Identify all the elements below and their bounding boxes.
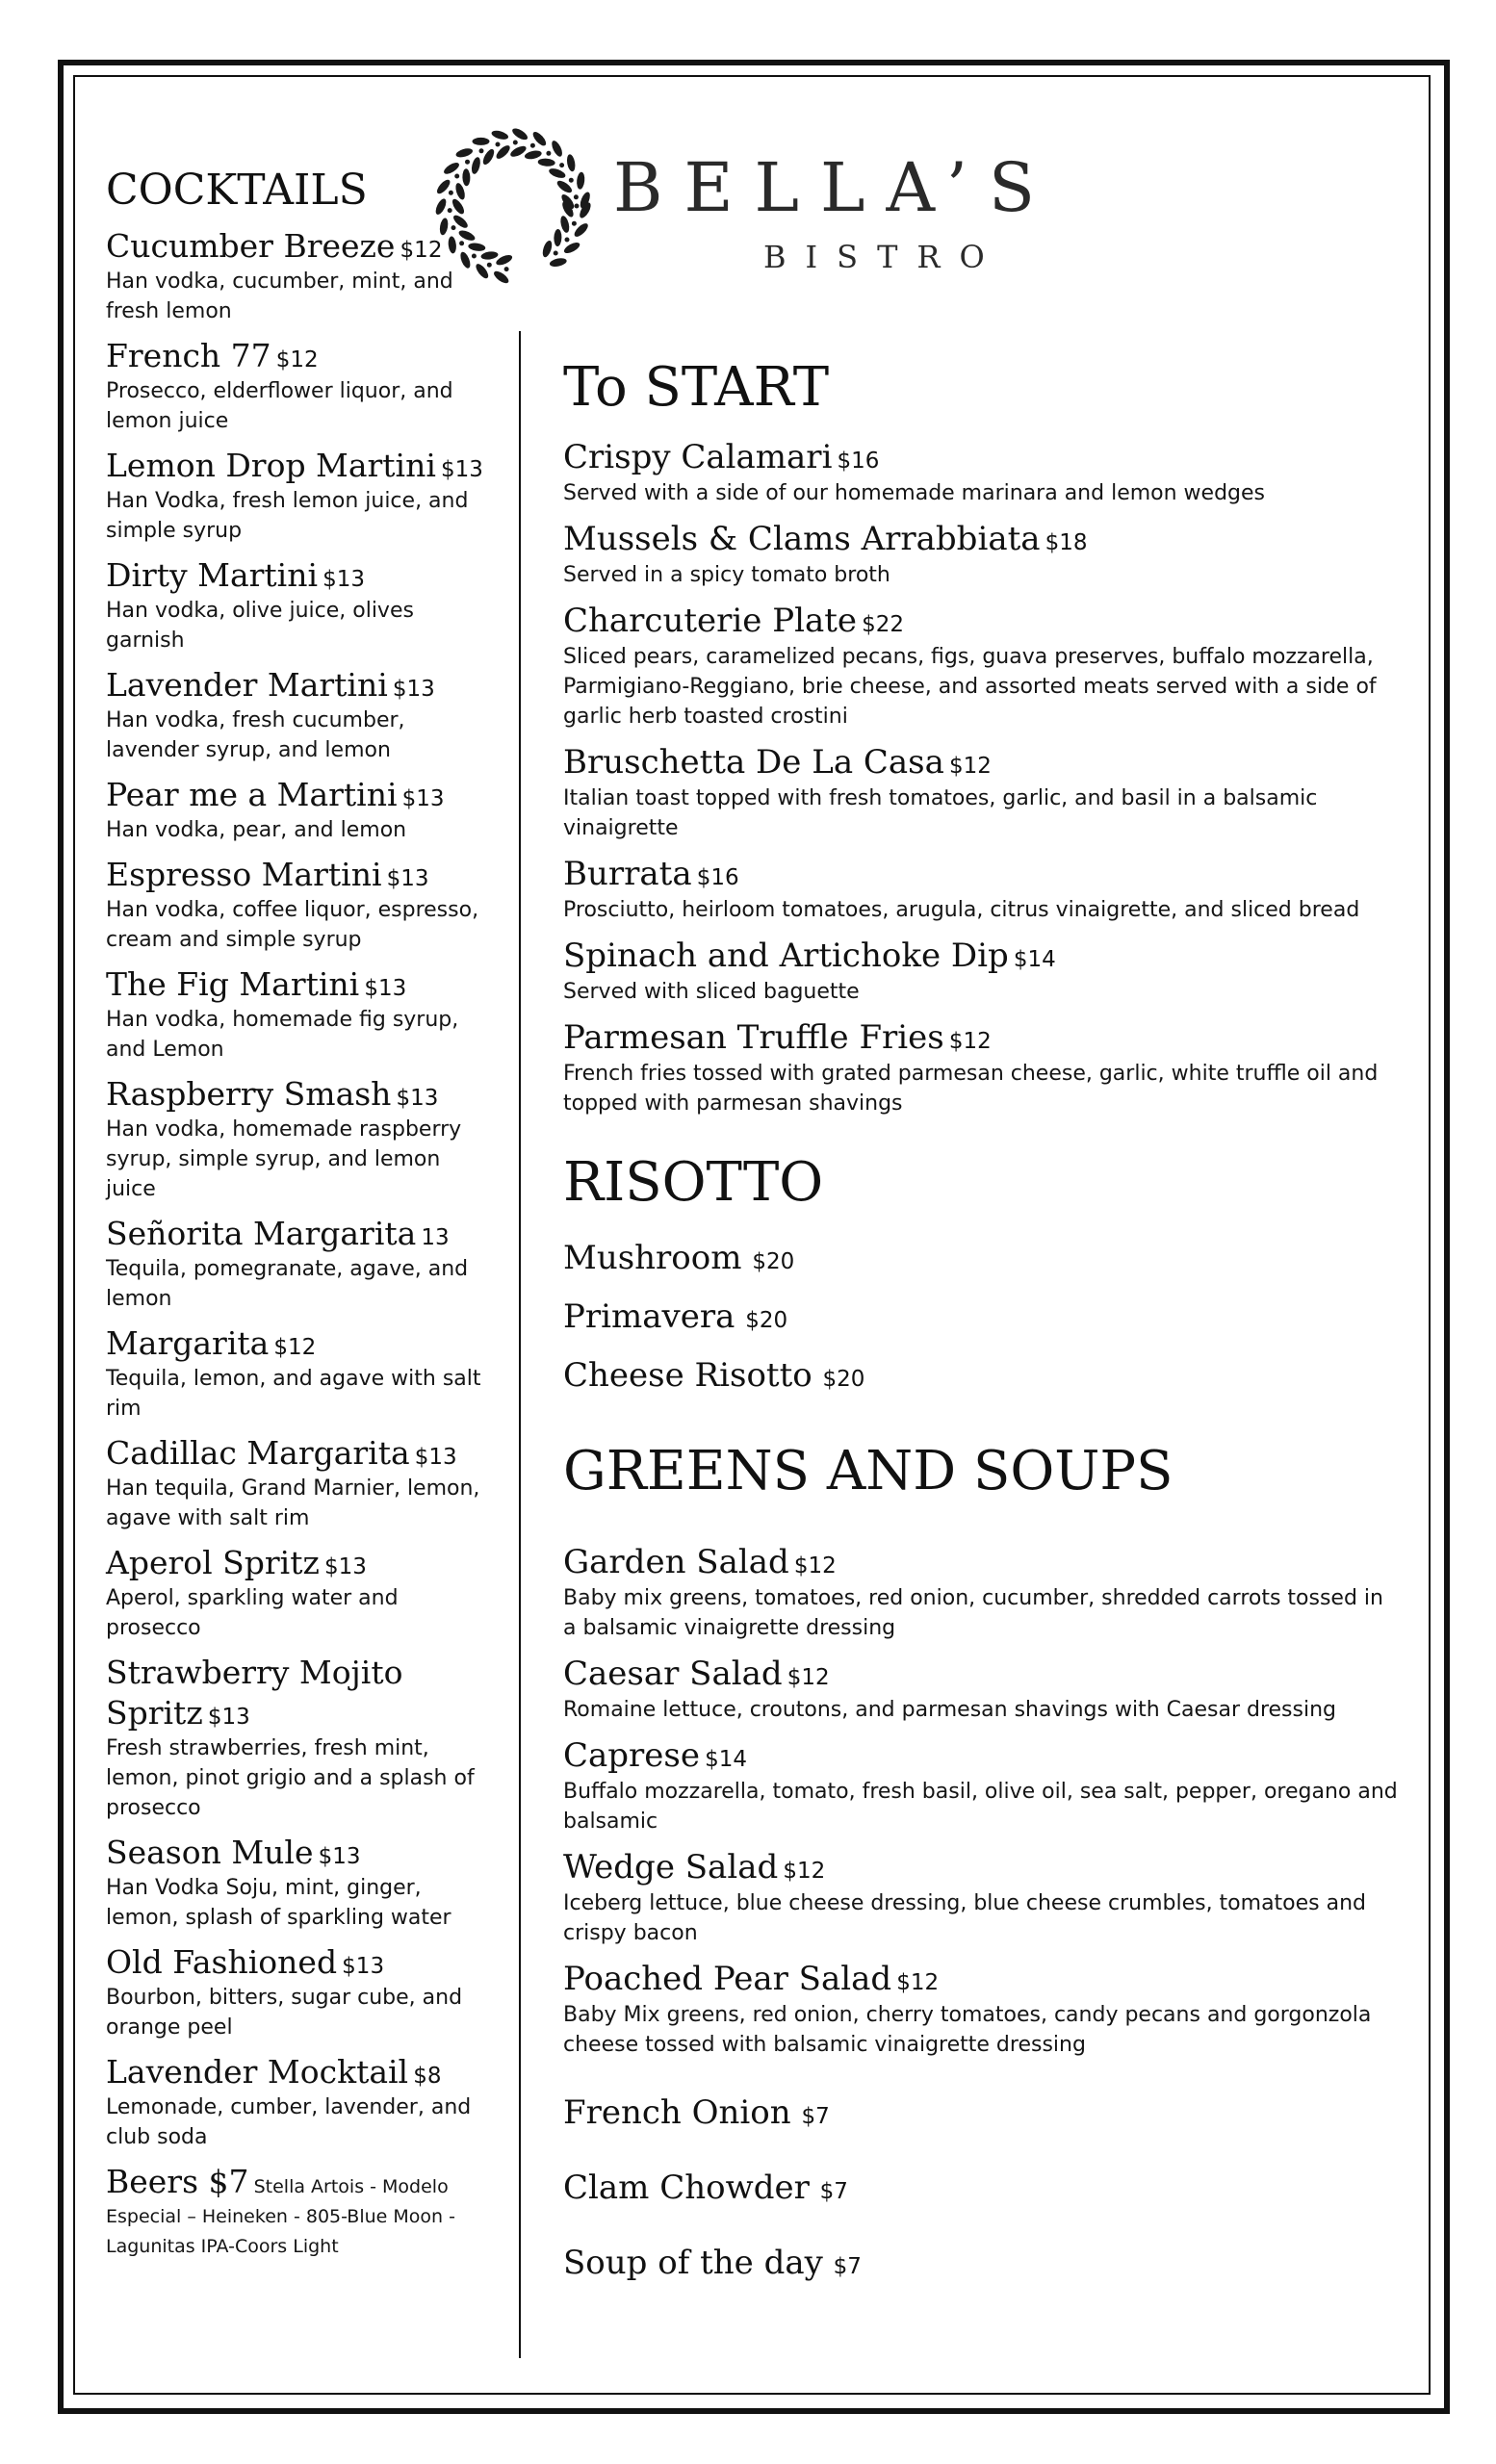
item-price: $12 <box>275 347 319 372</box>
item-description: Italian toast topped with fresh tomatoes, garlic, and basil in a balsamic vinaigrette <box>563 786 1318 840</box>
wreath-leaf <box>554 229 562 246</box>
list-item <box>563 518 1401 590</box>
item-description: Baby Mix greens, red onion, cherry tomatoes, candy pecans and gorgonzola cheese tossed with balsamic vinaigrette dressing <box>563 2003 1372 2057</box>
item-name: The Fig Martini <box>106 965 360 1003</box>
wreath-stem <box>530 143 534 147</box>
list-item <box>106 1833 491 1933</box>
wreath-stem <box>513 141 517 144</box>
list-item <box>106 1942 491 2042</box>
item-name: Lavender Mocktail <box>106 2053 409 2091</box>
item-price: $7 <box>801 2104 830 2129</box>
item-price: $18 <box>1045 530 1088 555</box>
item-name: French Onion <box>563 2093 791 2132</box>
item-price: $12 <box>783 1859 826 1884</box>
item-price: $12 <box>793 1553 837 1578</box>
item-description: Han vodka, homemade raspberry syrup, simple syrup, and lemon juice <box>106 1117 462 1201</box>
item-name: Caprese <box>563 1736 700 1775</box>
wreath-leaf <box>549 257 567 269</box>
item-price: $12 <box>400 238 443 263</box>
list-item <box>563 1541 1401 1643</box>
item-name: Clam Chowder <box>563 2169 810 2207</box>
list-item <box>563 1734 1401 1836</box>
item-name: Burrata <box>563 855 692 893</box>
item-description: Han tequila, Grand Marnier, lemon, agave with salt rim <box>106 1476 480 1530</box>
item-name: Raspberry Smash <box>106 1075 392 1113</box>
item-name: French 77 <box>106 337 271 374</box>
list-item <box>106 1214 491 1314</box>
list-item <box>563 1653 1401 1725</box>
item-description: Han Vodka, fresh lemon juice, and simple syrup <box>106 489 469 543</box>
item-price: $12 <box>787 1665 830 1690</box>
item-name: Mussels & Clams Arrabbiata <box>563 520 1041 558</box>
item-name: Charcuterie Plate <box>563 602 858 640</box>
item-price: $7 <box>833 2254 862 2279</box>
item-price: $12 <box>948 1029 992 1054</box>
item-description: Served in a spicy tomato broth <box>563 563 890 587</box>
list-item <box>106 855 491 955</box>
item-name: Aperol Spritz <box>106 1544 320 1581</box>
list-item <box>563 1016 1401 1118</box>
item-name: Cucumber Breeze <box>106 227 396 265</box>
list-item <box>563 1958 1401 2060</box>
item-description: Baby mix greens, tomatoes, red onion, cucumber, shredded carrots tossed in a balsamic vinaigrette dressing <box>563 1586 1383 1640</box>
list-item <box>563 853 1401 925</box>
list-item <box>106 1323 491 1424</box>
risotto-title: RISOTTO <box>563 1151 824 1214</box>
list-item <box>106 1543 491 1643</box>
item-name: Bruschetta De La Casa <box>563 743 944 782</box>
item-price: $13 <box>207 1705 250 1730</box>
item-price: $16 <box>696 865 739 890</box>
list-item <box>106 1074 491 1204</box>
item-price: $13 <box>323 1554 367 1579</box>
greens-title: GREENS AND SOUPS <box>563 1440 1174 1502</box>
list-item <box>563 436 1401 508</box>
item-price: $16 <box>837 449 880 474</box>
item-name: Espresso Martini <box>106 856 382 893</box>
item-name: Wedge Salad <box>563 1848 779 1886</box>
list-item <box>106 1653 491 1823</box>
wreath-stem <box>572 221 576 225</box>
wreath-leaf <box>524 149 542 161</box>
item-description: Han vodka, cucumber, mint, and fresh lemon <box>106 270 453 323</box>
list-item <box>563 2227 1401 2302</box>
list-item <box>563 1231 1401 1290</box>
cocktails-section <box>106 166 491 2272</box>
wreath-stem <box>479 149 483 153</box>
food-section <box>563 356 1401 2302</box>
item-price: $12 <box>273 1335 317 1360</box>
item-name: Parmesan Truffle Fries <box>563 1018 944 1057</box>
item-description: Sliced pears, caramelized pecans, figs, guava preserves, buffalo mozzarella, Parmigiano-Reggiano, brie cheese, and assorted meats served with a side of garlic herb toasted crostini <box>563 645 1377 729</box>
item-name: Mushroom <box>563 1239 742 1277</box>
item-price: $13 <box>414 1445 457 1470</box>
wreath-stem <box>574 195 578 199</box>
greens-list <box>563 1541 1401 2060</box>
item-price: $20 <box>822 1367 865 1392</box>
item-description: Han Vodka Soju, mint, ginger, lemon, splash of sparkling water <box>106 1876 451 1930</box>
item-name: Cadillac Margarita <box>106 1434 410 1472</box>
list-item <box>106 665 491 765</box>
item-description: Fresh strawberries, fresh mint, lemon, pinot grigio and a splash of prosecco <box>106 1736 475 1820</box>
item-name: Strawberry Mojito Spritz <box>106 1654 403 1732</box>
item-price: $13 <box>401 786 445 811</box>
wreath-leaf <box>566 154 577 172</box>
item-price: $12 <box>896 1970 940 1995</box>
cocktails-title: COCKTAILS <box>106 166 368 215</box>
item-name: Lavender Martini <box>106 666 388 704</box>
item-description: Lemonade, cumber, lavender, and club soda <box>106 2095 472 2149</box>
item-description: Bourbon, bitters, sugar cube, and orange peel <box>106 1986 463 2040</box>
wreath-leaf <box>491 129 510 141</box>
list-item <box>563 741 1401 843</box>
item-description: Prosciutto, heirloom tomatoes, arugula, citrus vinaigrette, and sliced bread <box>563 898 1360 922</box>
item-price: $13 <box>322 567 366 592</box>
beers-name: Beers $7 <box>106 2163 249 2200</box>
wreath-stem <box>554 251 557 255</box>
list-item <box>106 336 491 436</box>
item-name: Soup of the day <box>563 2244 823 2282</box>
wreath-stem <box>560 164 564 167</box>
list-item <box>563 1348 1401 1407</box>
wreath-leaf <box>562 241 581 256</box>
item-description: Iceberg lettuce, blue cheese dressing, blue cheese crumbles, tomatoes and crispy bacon <box>563 1891 1367 1945</box>
wreath-stem <box>569 178 573 182</box>
list-item <box>106 1433 491 1533</box>
item-description: Aperol, sparkling water and prosecco <box>106 1586 399 1640</box>
item-name: Spinach and Artichoke Dip <box>563 937 1009 975</box>
item-price: $13 <box>392 677 435 702</box>
item-description: Tequila, lemon, and agave with salt rim <box>106 1367 481 1421</box>
list-item <box>563 1846 1401 1948</box>
wreath-leaf <box>455 146 475 159</box>
item-name: Caesar Salad <box>563 1655 783 1693</box>
item-price: $13 <box>364 976 407 1001</box>
beers-item <box>106 2162 491 2262</box>
item-price: $14 <box>1013 947 1056 972</box>
item-description: Served with a side of our homemade marinara and lemon wedges <box>563 481 1266 505</box>
logo <box>428 127 1056 291</box>
list-item <box>563 2077 1401 2152</box>
item-name: Old Fashioned <box>106 1943 338 1981</box>
list-item <box>106 446 491 546</box>
item-description: Han vodka, pear, and lemon <box>106 818 407 842</box>
item-description: Buffalo mozzarella, tomato, fresh basil, olive oil, sea salt, pepper, oregano and balsamic <box>563 1780 1398 1834</box>
list-item <box>106 775 491 845</box>
item-description: Tequila, pomegranate, agave, and lemon <box>106 1257 469 1311</box>
item-name: Lemon Drop Martini <box>106 447 436 484</box>
item-name: Señorita Margarita <box>106 1215 417 1252</box>
wreath-leaf <box>541 240 554 259</box>
wreath-leaf <box>492 269 510 285</box>
wreath-leaf <box>473 138 490 145</box>
item-name: Margarita <box>106 1324 270 1362</box>
list-item <box>106 2052 491 2152</box>
item-price: $12 <box>949 754 992 779</box>
item-price: $7 <box>819 2179 848 2204</box>
wreath-leaf <box>576 171 585 190</box>
item-price: $13 <box>318 1844 361 1869</box>
start-title: To START <box>563 356 830 419</box>
brand-subtitle: BISTRO <box>763 239 1004 275</box>
item-price: $20 <box>745 1308 788 1333</box>
start-list <box>563 436 1401 1118</box>
wreath-leaf <box>510 127 529 141</box>
brand-name: BELLA’S <box>613 148 1056 227</box>
item-price: 13 <box>421 1225 450 1250</box>
wreath-stem <box>504 268 508 271</box>
wreath-leaf <box>559 215 571 233</box>
wreath-leaf <box>548 167 567 180</box>
list-item <box>106 226 491 326</box>
item-price: $20 <box>752 1249 795 1274</box>
list-item <box>563 1290 1401 1348</box>
list-item <box>563 935 1401 1007</box>
item-price: $13 <box>396 1086 439 1111</box>
list-item <box>563 600 1401 732</box>
item-price: $13 <box>342 1954 385 1979</box>
beers-desc: Stella Artois - Modelo Especial – Heineken - 805-Blue Moon - Lagunitas IPA-Coors Light <box>106 2176 455 2257</box>
wreath-leaf <box>537 158 555 167</box>
item-name: Primavera <box>563 1297 735 1336</box>
item-description: Han vodka, coffee liquor, espresso, cream and simple syrup <box>106 898 479 952</box>
item-description: Prosecco, elderflower liquor, and lemon juice <box>106 379 453 433</box>
item-description: Han vodka, homemade fig syrup, and Lemon <box>106 1008 459 1062</box>
item-name: Pear me a Martini <box>106 776 398 813</box>
item-description: Served with sliced baguette <box>563 980 860 1004</box>
wreath-stem <box>575 204 579 208</box>
item-price: $13 <box>441 457 483 482</box>
wreath-stem <box>565 238 569 242</box>
item-name: Season Mule <box>106 1834 314 1871</box>
item-price: $14 <box>705 1747 747 1772</box>
item-price: $8 <box>413 2064 442 2089</box>
item-description: Han vodka, fresh cucumber, lavender syrup, and lemon <box>106 708 405 762</box>
item-price: $22 <box>862 612 905 637</box>
item-price: $13 <box>386 866 429 891</box>
item-name: Crispy Calamari <box>563 438 833 476</box>
item-description: Romaine lettuce, croutons, and parmesan shavings with Caesar dressing <box>563 1698 1336 1722</box>
wreath-stem <box>466 160 470 164</box>
item-name: Dirty Martini <box>106 556 319 594</box>
soups-list <box>563 2077 1401 2302</box>
cocktail-list <box>106 226 491 2152</box>
list-item <box>106 964 491 1065</box>
risotto-list <box>563 1231 1401 1407</box>
column-divider <box>519 331 521 2358</box>
list-item <box>106 555 491 655</box>
wreath-leaf <box>550 140 564 159</box>
wreath-stem <box>547 151 551 155</box>
item-description: Han vodka, olive juice, olives garnish <box>106 599 414 653</box>
list-item <box>563 2152 1401 2227</box>
wreath-stem <box>496 142 500 146</box>
item-description: French fries tossed with grated parmesan cheese, garlic, white truffle oil and topped with parmesan shavings <box>563 1062 1379 1116</box>
item-name: Garden Salad <box>563 1543 789 1581</box>
item-name: Cheese Risotto <box>563 1356 812 1395</box>
item-name: Poached Pear Salad <box>563 1960 892 1998</box>
